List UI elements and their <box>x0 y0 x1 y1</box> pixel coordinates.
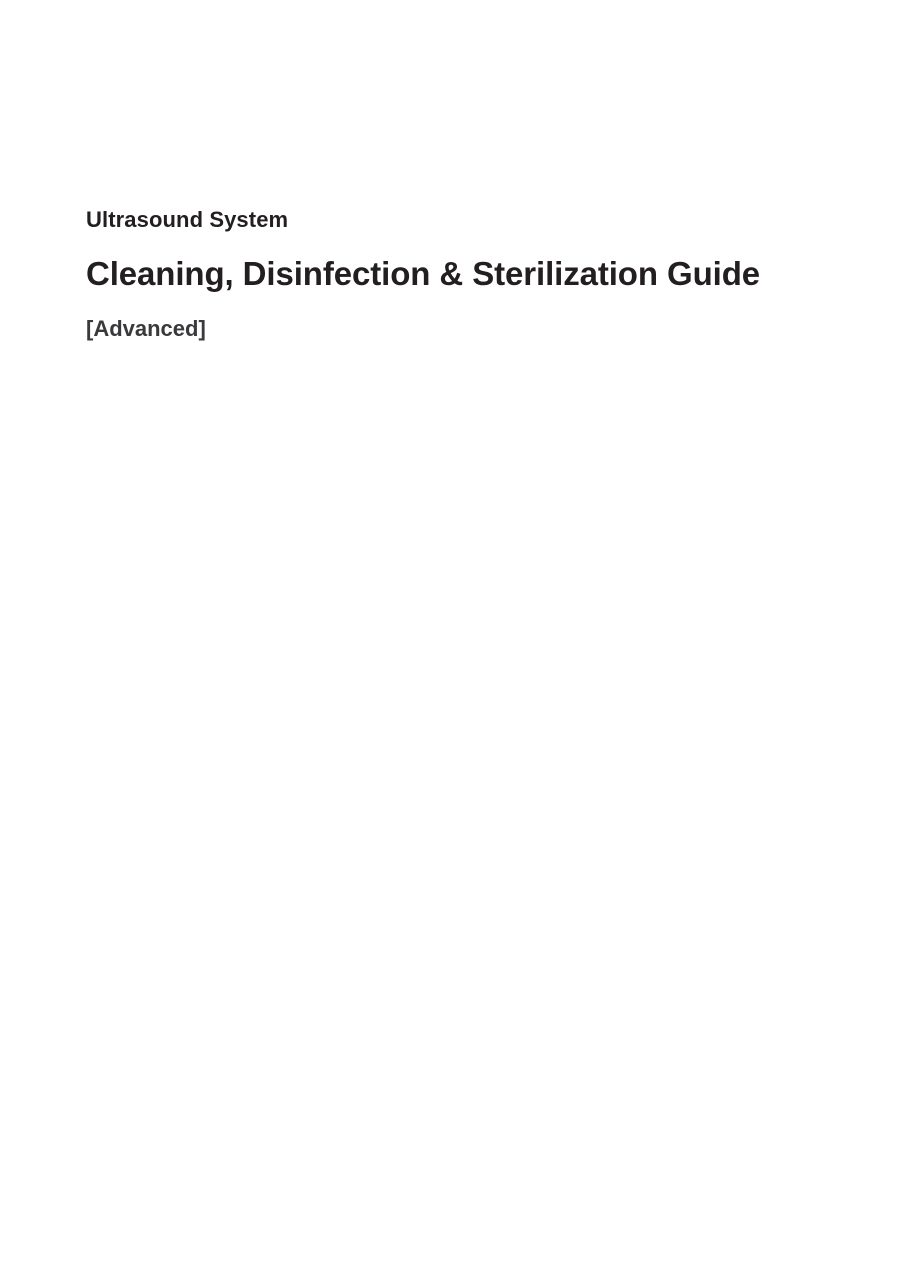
edition-label: [Advanced] <box>86 316 206 342</box>
cover-title-block <box>86 206 846 343</box>
page-title: Cleaning, Disinfection & Sterilization Guide <box>86 254 761 292</box>
product-line-label: Ultrasound System <box>86 207 289 232</box>
